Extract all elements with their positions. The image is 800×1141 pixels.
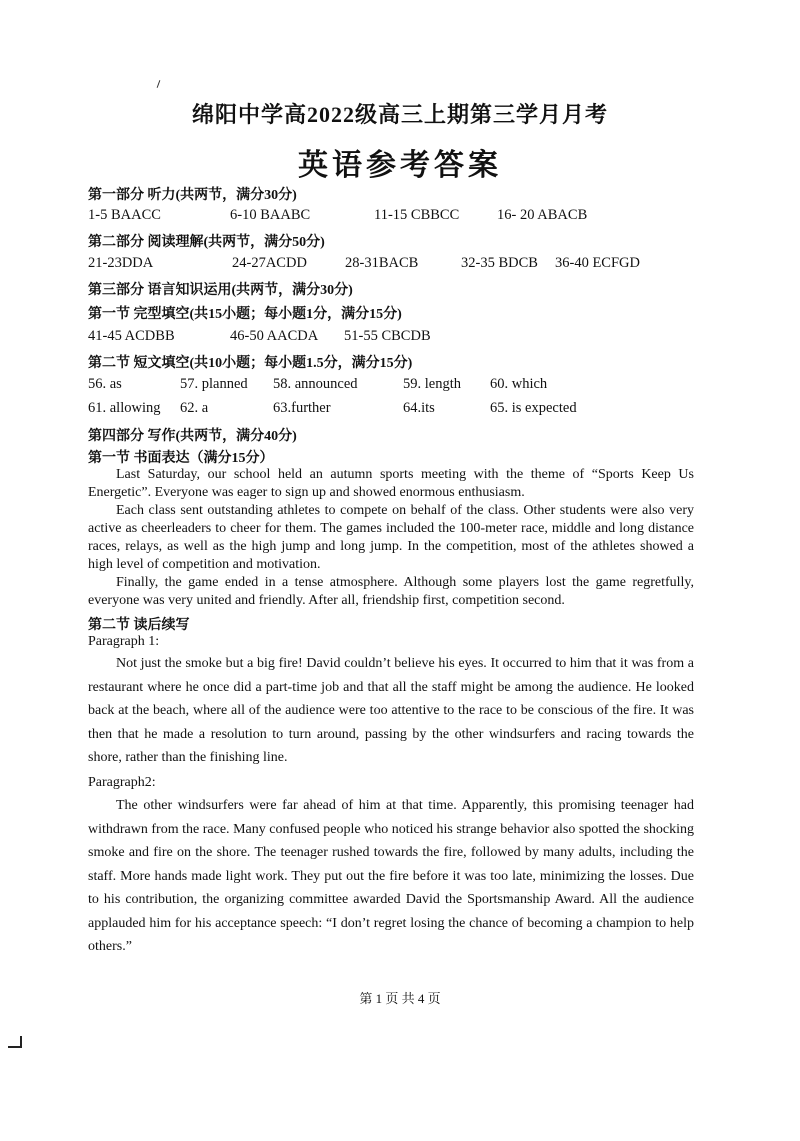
essay-paragraph: Last Saturday, our school held an autumn sports meeting with the theme of “Sports Keep Us Energetic”. Everyone was eager to sign up and showed enormous enthusiasm.	[88, 467, 694, 500]
answer-item: 62. a	[180, 400, 209, 416]
page-number: 第 1 页 共 4 页	[359, 991, 441, 1006]
answer-item: 61. allowing	[88, 400, 161, 416]
answer-item: 65. is expected	[490, 400, 577, 416]
part3-section2-heading: 第二节 短文填空(共10小题；每小题1.5分，满分15分)	[88, 356, 413, 371]
scan-mark	[157, 80, 161, 88]
essay-paragraph: Each class sent outstanding athletes to compete on behalf of the class. Other students were also very active as cheerleaders to cheer for them. The games included the 100-meter race, middle and long distance races, relays, as well as the high jump and long jump. In the competition, most of the athletes showed a high level of competition and motivation.	[88, 503, 694, 572]
answer-item: 1-5 BAACC	[88, 207, 161, 223]
answer-item: 57. planned	[180, 376, 248, 392]
continuation-paragraph-2	[88, 794, 694, 959]
essay-writing	[88, 466, 694, 610]
continuation-text: The other windsurfers were far ahead of him at that time. Apparently, this promising teenager had withdrawn from the race. Many confused people who noticed his strange behavior also spotted the shocking smoke and fire on the shore. The teenager rushed towards the fire, followed by many adults, including the staff. More hands made light work. They put out the fire before it was too late, minimizing the losses. Due to his contribution, the organizing committee awarded David the Sportsmanship Award. All the audience applauded him for his acceptance speech: “I don’t regret losing the chance of becoming a champion to help others.”	[88, 798, 694, 954]
paragraph2-label: Paragraph2:	[88, 775, 156, 790]
part4-heading: 第四部分 写作(共两节，满分40分)	[88, 429, 297, 444]
answer-item: 58. announced	[273, 376, 358, 392]
answer-item: 46-50 AACDA	[230, 328, 319, 344]
exam-title: 绵阳中学高2022级高三上期第三学月月考	[191, 102, 608, 127]
answer-item: 16- 20 ABACB	[497, 207, 588, 223]
part2-heading: 第二部分 阅读理解(共两节，满分50分)	[88, 235, 325, 250]
answer-item: 60. which	[490, 376, 548, 392]
answer-item: 51-55 CBCDB	[344, 328, 431, 344]
answer-item: 24-27ACDD	[232, 255, 307, 271]
answer-item: 64.its	[403, 400, 435, 416]
part4-section1-heading: 第一节 书面表达（满分15分）	[88, 451, 274, 466]
answer-item: 11-15 CBBCC	[374, 207, 460, 223]
part3-heading: 第三部分 语言知识运用(共两节，满分30分)	[88, 283, 353, 298]
answer-key-title: 英语参考答案	[298, 149, 502, 182]
answer-item: 63.further	[273, 400, 331, 416]
part4-section2-heading: 第二节 读后续写	[88, 618, 190, 633]
answer-item: 32-35 BDCB	[461, 255, 538, 271]
part1-heading: 第一部分 听力(共两节，满分30分)	[88, 188, 297, 203]
answer-item: 41-45 ACDBB	[88, 328, 175, 344]
answer-item: 36-40 ECFGD	[555, 255, 640, 271]
part3-section1-heading: 第一节 完型填空(共15小题；每小题1分，满分15分)	[88, 307, 402, 322]
essay-paragraph: Finally, the game ended in a tense atmosphere. Although some players lost the game regretfully, everyone was very united and friendly. After all, friendship first, competition second.	[88, 575, 694, 608]
paragraph1-label: Paragraph 1:	[88, 634, 160, 649]
answer-item: 6-10 BAABC	[230, 207, 311, 223]
crop-mark	[20, 1036, 22, 1048]
answer-item: 28-31BACB	[345, 255, 419, 271]
continuation-paragraph-1	[88, 652, 694, 770]
answer-item: 56. as	[88, 376, 122, 392]
answer-item: 21-23DDA	[88, 255, 154, 271]
answer-item: 59. length	[403, 376, 461, 392]
continuation-text: Not just the smoke but a big fire! David couldn’t believe his eyes. It occurred to him that it was from a restaurant where he once did a part-time job and that all the staff might be among the audience. He looked back at the beach, where all of the audience were too attentive to the race to be conscious of the fire. It was then that he made a resolution to turn around, passing by the other windsurfers and racing towards the shore, rather than the finishing line.	[88, 656, 694, 765]
